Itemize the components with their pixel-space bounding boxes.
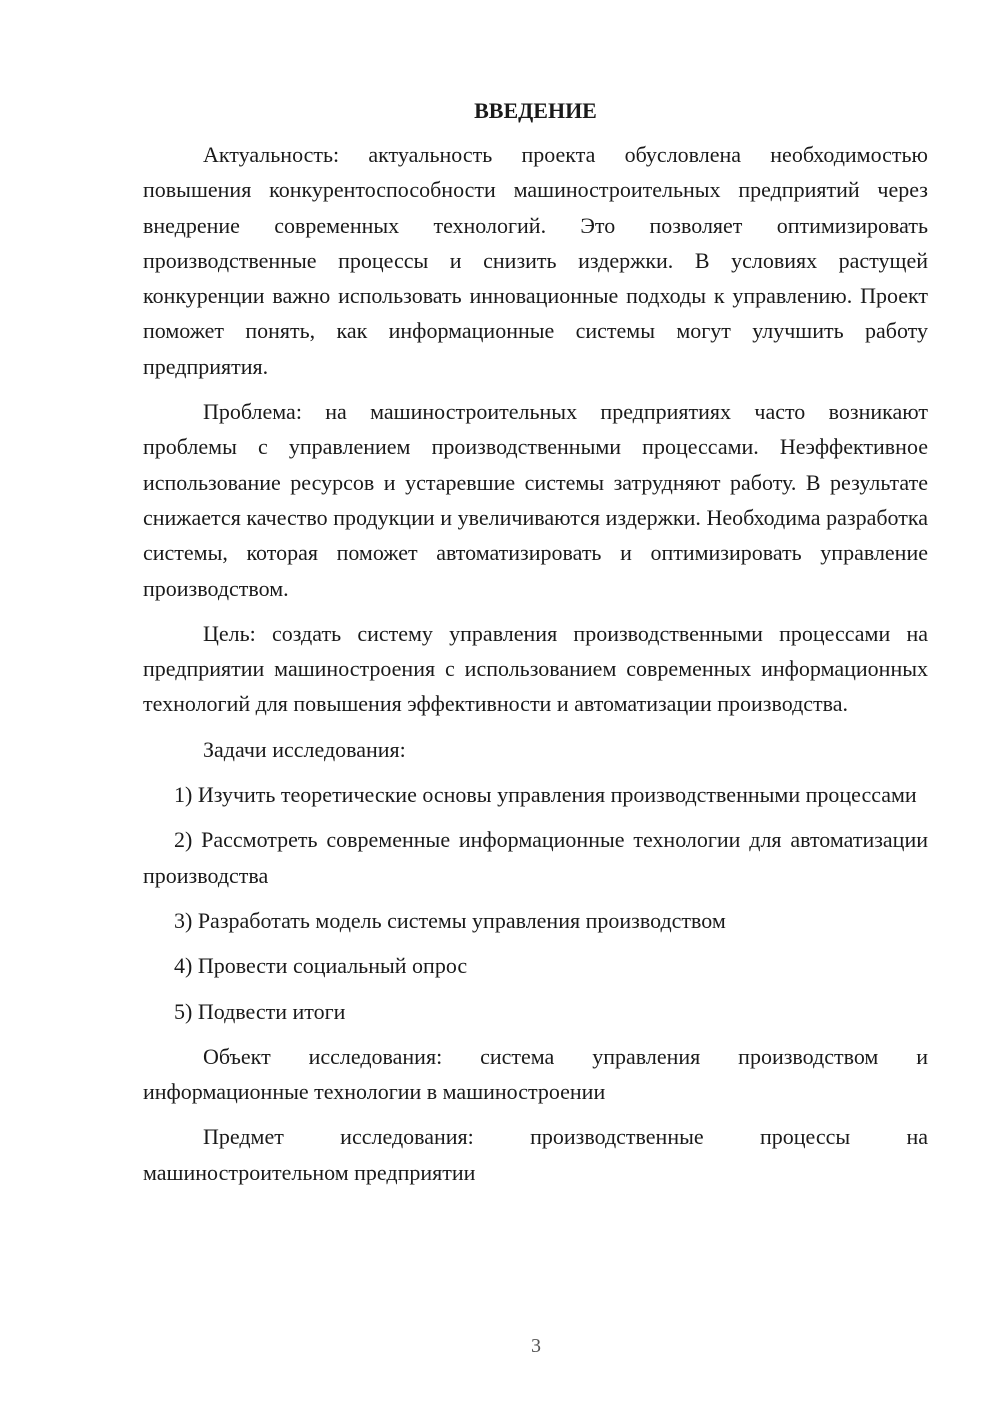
page-number: 3 bbox=[531, 1335, 541, 1357]
paragraph-relevance: Актуальность: актуальность проекта обусловлена необходимостью повышения конкурентоспособности машиностроительных предприятий через внедрение современных технологий. Это позволяет оптимизировать производственные процессы и снизить издержки. В условиях растущей конкуренции важно использовать инновационные подходы к управлению. Проект поможет понять, как информационные системы могут улучшить работу предприятия. bbox=[143, 142, 928, 379]
paragraph-tasks-intro: Задачи исследования: bbox=[203, 736, 406, 762]
list-item: 1) Изучить теоретические основы управления производственными процессами bbox=[174, 782, 917, 808]
tasks-list bbox=[143, 777, 928, 1029]
list-item: 3) Разработать модель системы управления производством bbox=[174, 907, 726, 933]
paragraph-object: Объект исследования: система управления производством и информационные технологии в машиностроении bbox=[143, 1043, 928, 1105]
list-item: 2) Рассмотреть современные информационные технологии для автоматизации производства bbox=[143, 827, 928, 888]
page-content bbox=[143, 93, 928, 1200]
paragraph-goal: Цель: создать систему управления производственными процессами на предприятии машиностроения с использованием современных информационных технологий для повышения эффективности и автоматизации производства. bbox=[143, 620, 928, 717]
page-title: ВВЕДЕНИЕ bbox=[474, 98, 597, 123]
paragraph-subject: Предмет исследования: производственные процессы на машиностроительном предприятии bbox=[143, 1124, 928, 1185]
paragraph-problem: Проблема: на машиностроительных предприятиях часто возникают проблемы с управлением производственными процессами. Неэффективное использование ресурсов и устаревшие системы затрудняют работу. В результате снижается качество продукции и увеличиваются издержки. Необходима разработка системы, которая поможет автоматизировать и оптимизировать управление производством. bbox=[143, 399, 928, 601]
list-item: 5) Подвести итоги bbox=[174, 998, 346, 1024]
list-item: 4) Провести социальный опрос bbox=[174, 953, 468, 979]
